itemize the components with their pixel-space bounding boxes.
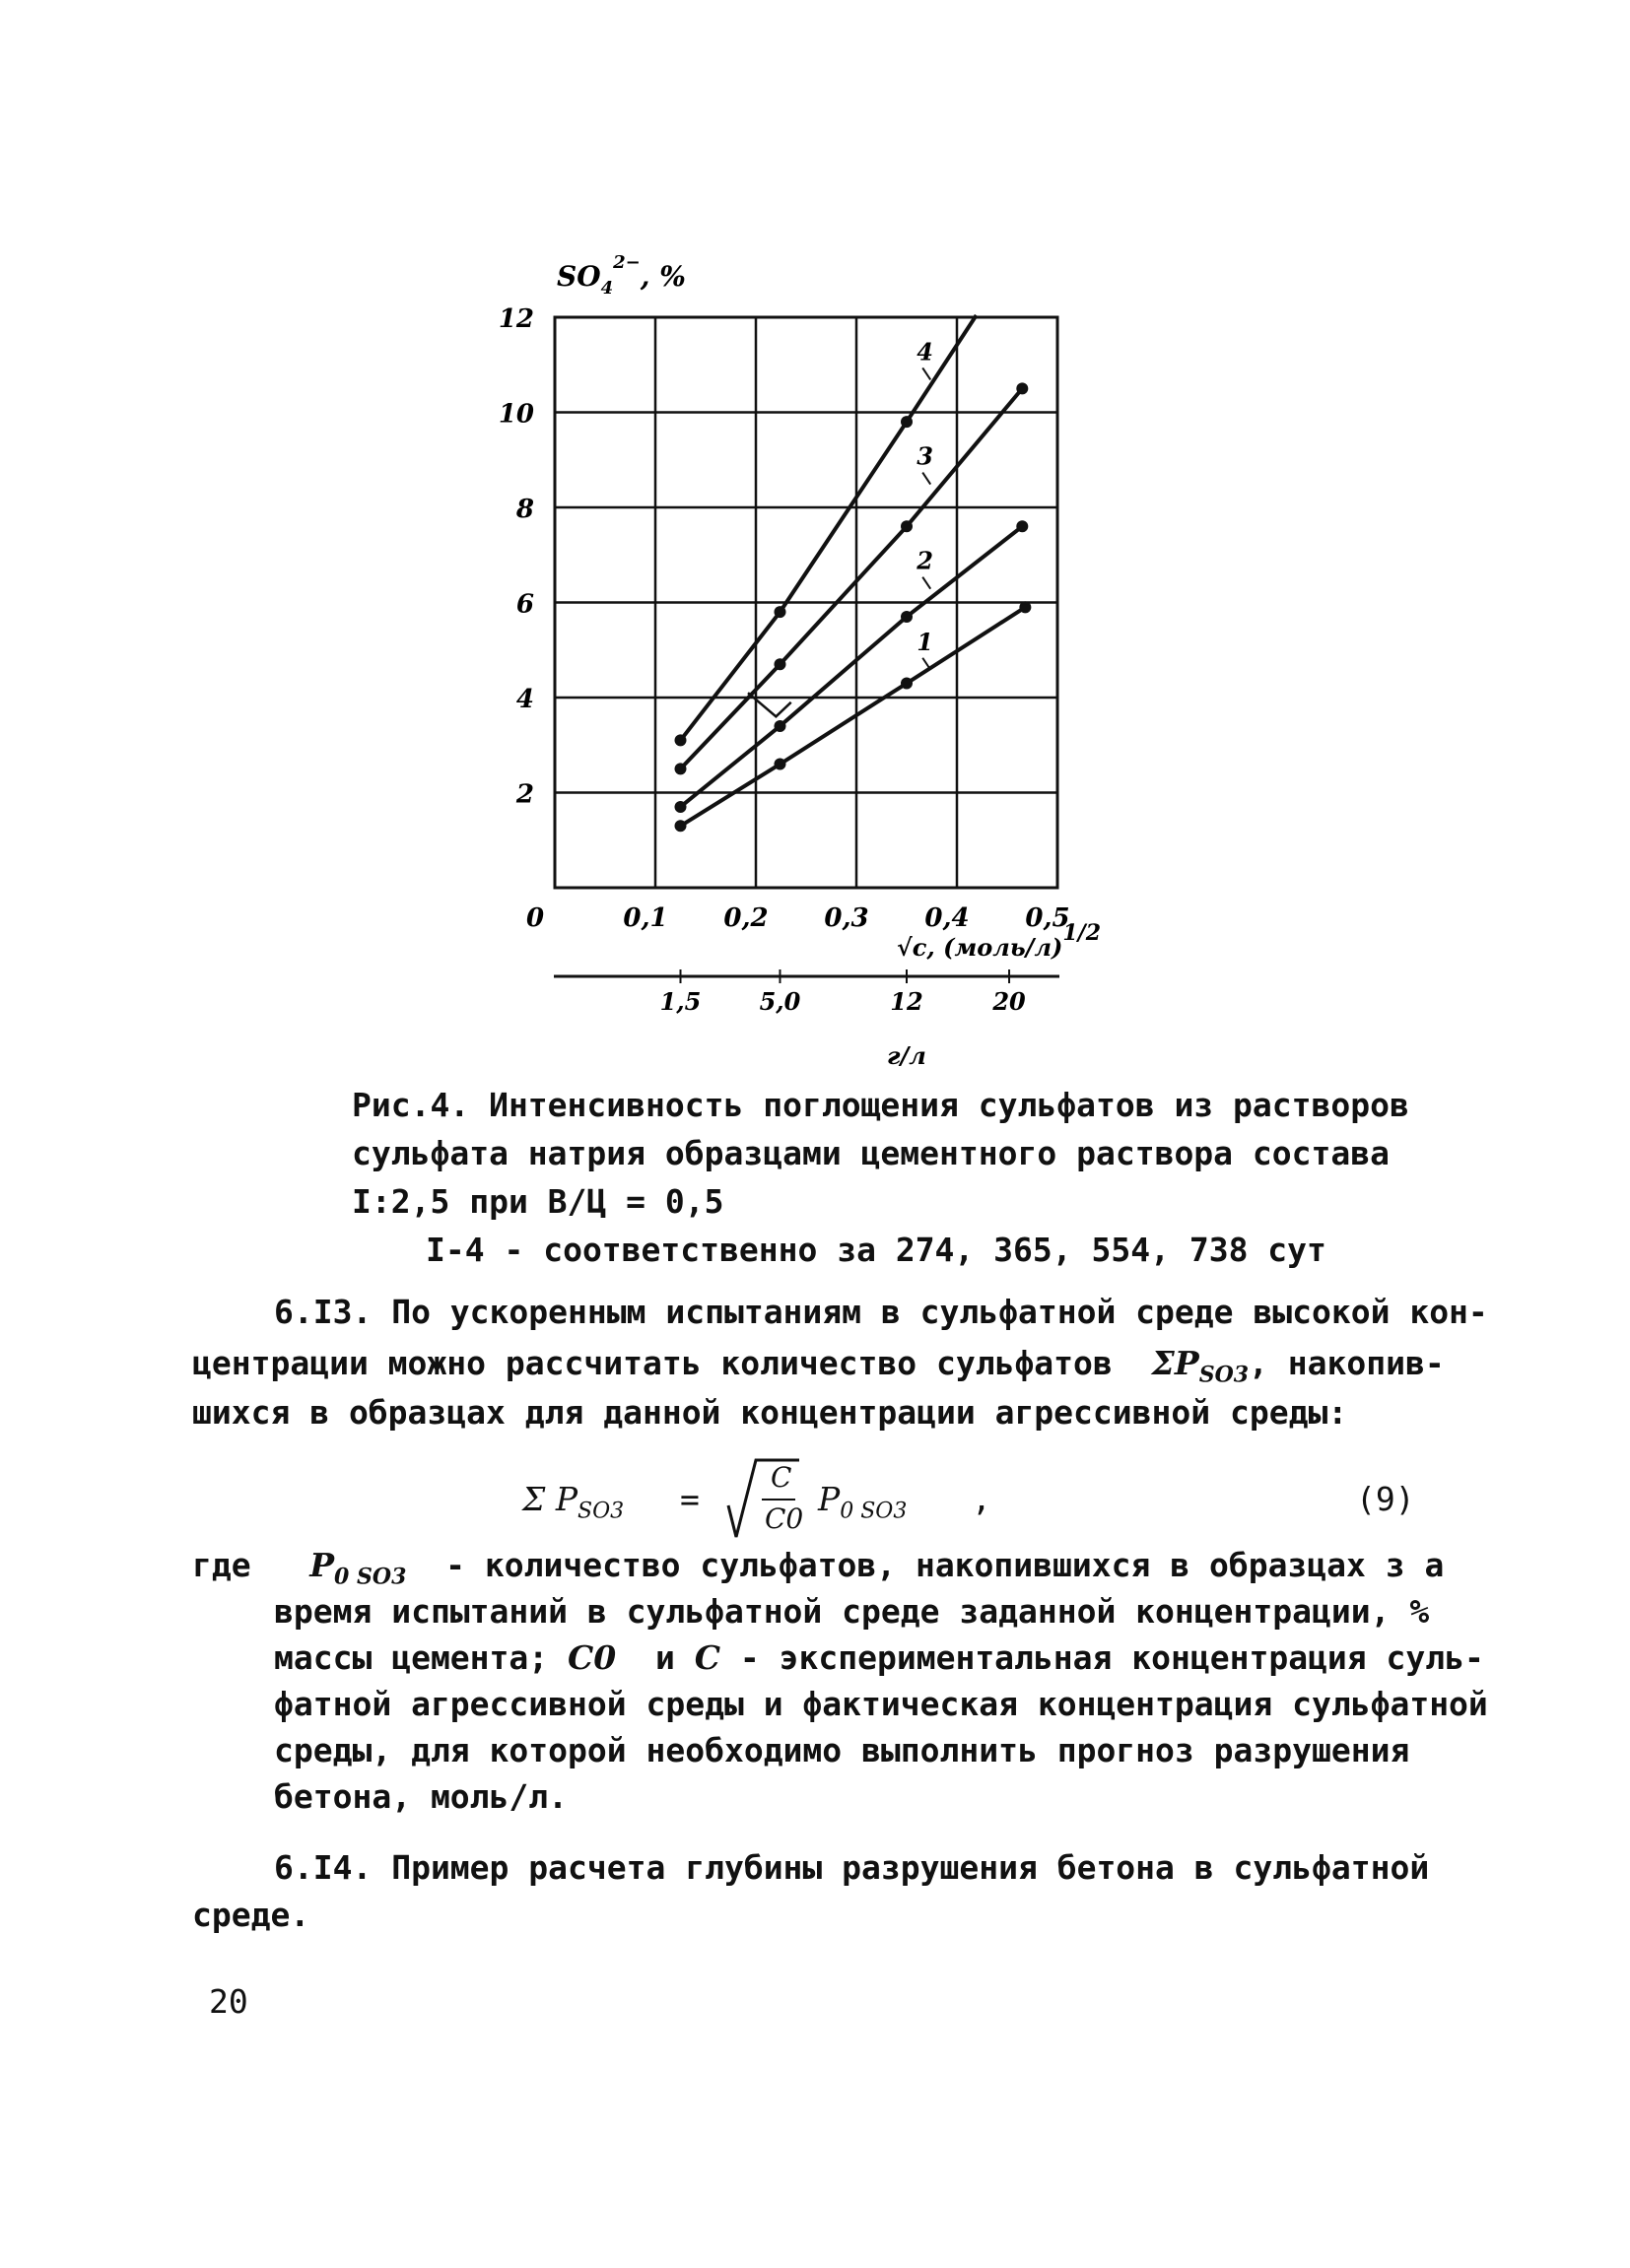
x-tick-label: 0,2 (723, 903, 769, 933)
series-1-point (901, 678, 913, 690)
secondary-x-tick-label: 12 (890, 987, 923, 1016)
formula-equals: = (680, 1480, 700, 1518)
secondary-x-tick-label: 20 (992, 987, 1026, 1016)
curve-label-leader-1 (922, 658, 930, 670)
x-tick-label: 0,5 (1025, 903, 1070, 933)
series-2-point (675, 801, 687, 813)
curve-label-1: 1 (917, 627, 933, 656)
x-tick-label: 0 (525, 903, 545, 933)
where-line-1: где $P_{0 SO3}$ - количество сульфатов, накопившихся в образцах з а (192, 1546, 1445, 1590)
secondary-x-tick-label: 5,0 (759, 987, 801, 1016)
curve-label-leader-4 (922, 367, 930, 379)
figure-caption-line-1: Рис.4. Интенсивность поглощения сульфатов из растворов (352, 1086, 1409, 1124)
series-3-point (774, 658, 785, 670)
series-3-point (1016, 382, 1028, 394)
series-1-point (1019, 601, 1031, 613)
where-line-4: фатной агрессивной среды и фактическая концентрация сульфатной (274, 1685, 1488, 1723)
series-2-point (901, 611, 913, 623)
y-tick-label: 12 (498, 304, 534, 334)
paragraph-6-14-line-1: 6.I4. Пример расчета глубины разрушения бетона в сульфатной (274, 1848, 1430, 1887)
formula-rhs: $P_{0 SO3}$ (818, 1480, 908, 1524)
formula-numerator: C (771, 1461, 792, 1494)
figure-caption-line-4: I-4 - соответственно за 274, 365, 554, 738 сут (426, 1231, 1326, 1269)
series-2-point (774, 720, 785, 732)
series-4-line (681, 315, 977, 740)
curve-label-2: 2 (917, 546, 933, 575)
x-axis-title: √c, (моль/л)1/2 (897, 920, 1102, 962)
curve-label-3: 3 (917, 441, 933, 471)
x-tick-label: 0,1 (623, 903, 668, 933)
sulfate-absorption-chart (493, 246, 1183, 1094)
paragraph-6-13-line-2: центрации можно рассчитать количество сульфатов $\Sigma P_{SO3}$, накопив- (192, 1344, 1445, 1388)
series-4-point (675, 734, 687, 746)
series-2-point (1016, 520, 1028, 532)
series-3-point (675, 763, 687, 774)
curve-label-leader-2 (922, 577, 930, 589)
paragraph-6-13-line-3: шихся в образцах для данной концентрации агрессивной среды: (192, 1393, 1348, 1432)
where-line-5: среды, для которой необходимо выполнить прогноз разрушения (274, 1731, 1410, 1769)
series-4-point (901, 416, 913, 428)
formula-9 (522, 1456, 1415, 1545)
secondary-x-tick-label: 1,5 (659, 987, 702, 1016)
paragraph-6-13-line-1: 6.I3. По ускоренным испытаниям в сульфатной среде высокой кон- (274, 1293, 1488, 1331)
series-3-point (901, 520, 913, 532)
paragraph-6-14-line-2: среде. (192, 1896, 310, 1934)
page-number: 20 (209, 1982, 248, 2021)
y-tick-label: 8 (515, 495, 534, 524)
y-tick-label: 6 (515, 589, 534, 620)
chart-series-group (675, 315, 1032, 832)
y-tick-label: 4 (515, 685, 534, 714)
series-4-point (774, 606, 785, 618)
where-line-6: бетона, моль/л. (274, 1777, 569, 1816)
y-tick-label: 10 (498, 399, 534, 430)
where-line-2: время испытаний в сульфатной среде заданной концентрации, % (274, 1592, 1430, 1631)
secondary-x-axis-title: г/л (887, 1041, 926, 1070)
where-line-3: массы цемента; C0 и C - экспериментальная концентрация суль- (274, 1638, 1484, 1677)
x-tick-label: 0,4 (924, 903, 970, 933)
series-1-point (675, 820, 687, 832)
series-3-line (681, 388, 1023, 768)
curve-label-4: 4 (917, 337, 933, 367)
series-1-point (774, 759, 785, 770)
formula-lhs: Σ $P_{SO3}$ (522, 1480, 625, 1524)
figure-caption-line-3: I:2,5 при В/Ц = 0,5 (352, 1182, 724, 1221)
y-tick-label: 2 (515, 779, 534, 810)
figure-caption-line-2: сульфата натрия образцами цементного раствора состава (352, 1134, 1390, 1172)
x-tick-label: 0,3 (824, 903, 869, 933)
curve-label-leader-3 (922, 473, 930, 485)
y-axis-title: $SO_4^{2-}$, % (557, 252, 686, 299)
formula-comma: , (972, 1480, 991, 1518)
formula-number: (9) (1356, 1480, 1415, 1518)
series-2-line (681, 526, 1023, 807)
formula-denominator: C0 (765, 1502, 804, 1535)
chart-grid (555, 317, 1057, 888)
